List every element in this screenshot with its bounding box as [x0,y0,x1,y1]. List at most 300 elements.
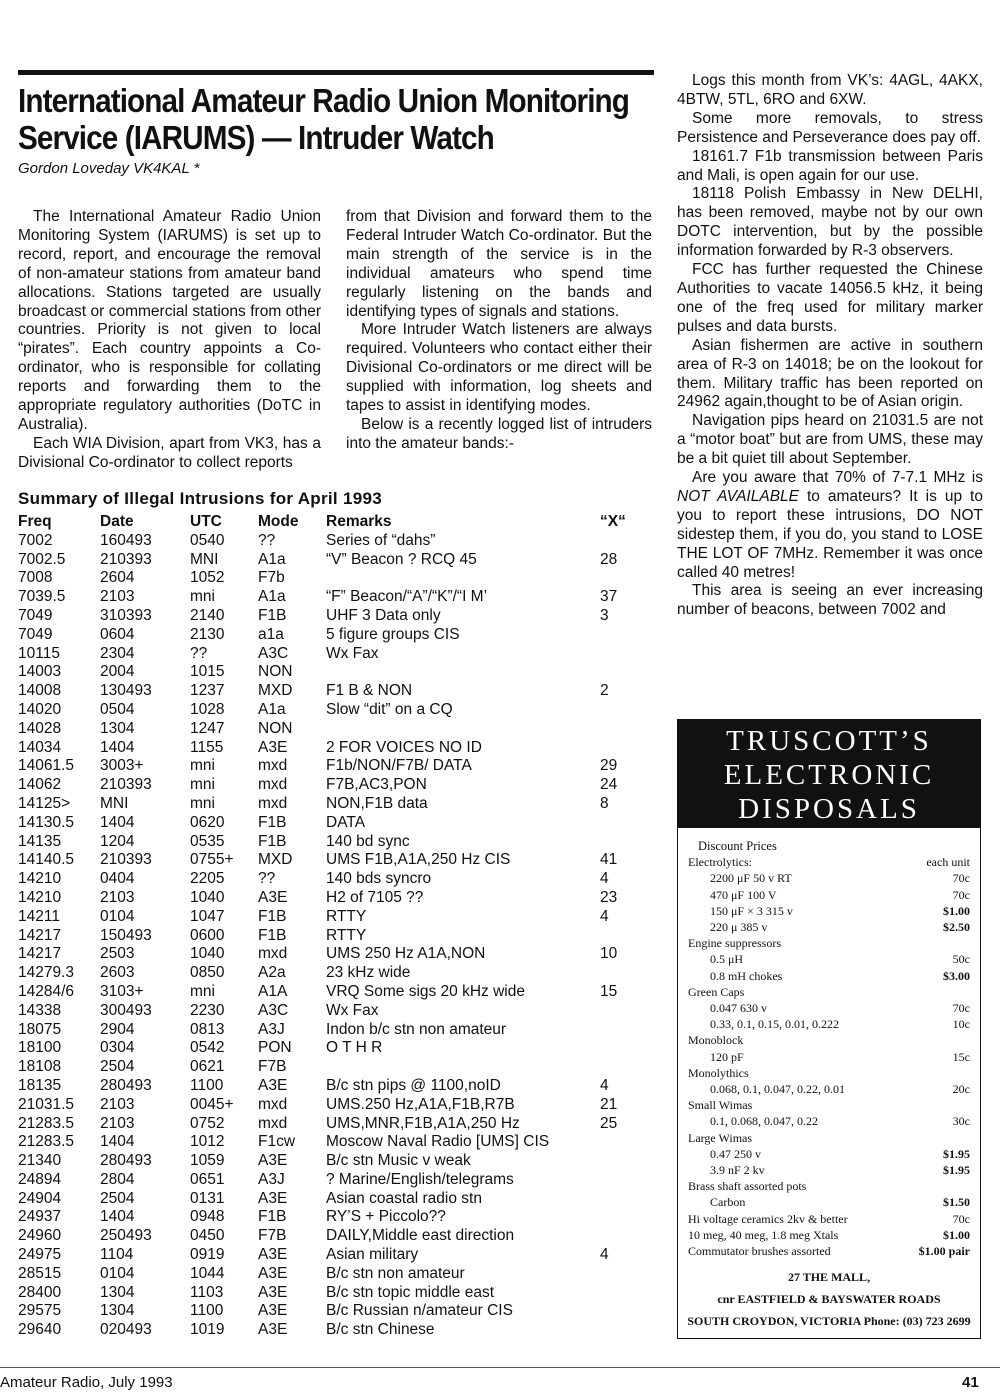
advert-item [688,1227,970,1243]
table-cell [600,1302,640,1321]
table-row [18,908,640,927]
table-cell: 1059 [190,1152,225,1170]
table-cell: 2103 [100,1114,135,1132]
table-cell: 2103 [100,888,135,906]
paragraph: 18161.7 F1b transmission between Paris and Mali, is open again for our use. [677,147,983,184]
table-row [18,776,640,795]
page-number: 41 [962,1374,979,1391]
address-line: 27 THE MALL, [787,1270,871,1284]
advert-item-label: Small Wimas [688,1098,753,1113]
table-cell: 7002.5 [18,550,66,568]
col-header-mode: Mode [258,513,299,530]
col-header-freq: Freq [18,513,52,530]
table-cell: B/c Russian n/amateur CIS [326,1302,513,1320]
table-cell: 280493 [100,1076,152,1094]
table-cell: 150493 [100,926,152,944]
table-cell: 0752 [190,1114,225,1132]
article-column-2 [346,208,652,454]
advert-item [688,1243,970,1259]
table-cell: 29575 [18,1302,62,1320]
table-cell: 1100 [190,1076,224,1094]
table-cell: 23 [600,888,618,906]
table-cell: 1103 [190,1283,224,1301]
advert-item-label: Monolythics [688,1065,749,1080]
table-cell: A2a [258,964,286,982]
table-cell: 24975 [18,1246,62,1264]
advert-item-label: 3.9 nF 2 kv [710,1163,765,1178]
table-cell: 2103 [100,588,135,606]
advert-header [678,720,980,828]
table-cell: 1044 [190,1264,225,1282]
table-cell: DATA [326,813,366,831]
table-cell [600,1021,640,1040]
table-cell: 160493 [100,531,152,549]
table-cell: 2140 [190,606,225,624]
table-cell: 1019 [190,1321,225,1339]
table-cell: 7039.5 [18,588,66,606]
table-row [18,1077,640,1096]
table-cell: 0813 [190,1020,225,1038]
paragraph: Below is a recently logged list of intruders into the amateur bands:- [346,415,652,452]
table-cell: 1404 [100,738,135,756]
table-cell [600,833,640,852]
table-cell: 0504 [100,700,135,718]
table-cell: mni [190,794,215,812]
table-cell: 37 [600,588,618,606]
table-cell: F7B [258,1227,287,1245]
table-row [18,1115,640,1134]
advert-item-price: 15c [952,1049,970,1064]
table-cell [326,663,600,682]
table-cell: F1B [258,907,287,925]
table-row [18,739,640,758]
paragraph: More Intruder Watch listeners are always required. Volunteers who contact either their Divisional Co-ordinators or me direct will be supplied with information, log sheets and tapes to assist in identifying modes. [346,321,652,415]
table-cell: 1237 [190,682,225,700]
table-cell [600,927,640,946]
table-cell: 210393 [100,776,152,794]
table-cell: B/c stn pips @ 1100,noID [326,1076,501,1094]
table-cell: 4 [600,907,609,925]
advert-item-price: $1.50 [943,1195,970,1210]
table-cell: 4 [600,870,609,888]
advert-item-label: Electrolytics: [688,855,752,870]
advert-item-price: 50c [952,952,970,967]
table-cell: 14217 [18,945,62,963]
table-cell: 14020 [18,700,62,718]
advert-item [688,1211,970,1227]
table-cell: 1047 [190,907,225,925]
table-cell: 1247 [190,719,225,737]
table-cell: 1100 [190,1302,224,1320]
table-cell: mxd [258,757,288,775]
table-cell: 14210 [18,888,62,906]
table-cell: 7002 [18,531,53,549]
table-row [18,927,640,946]
table-cell: 2230 [190,1001,225,1019]
advert-heading: Discount Prices [698,839,777,853]
table-cell [600,532,640,551]
table-cell: 14140.5 [18,851,75,869]
table-cell: 4 [600,1076,609,1094]
table-row [18,870,640,889]
text-run: Are you aware that 70% of 7-7.1 MHz is [692,469,983,487]
table-cell [600,964,640,983]
table-cell [600,1208,640,1227]
text-run: to amateurs? It is up to you to report these intrusions, DO NOT sidestep them, if you do, you stand to LOSE THE LOT OF 7MHz. Remember it was once called 40 metres! [677,487,983,581]
table-cell: F1B [258,813,287,831]
table-cell: a1a [258,625,284,643]
table-cell: 7049 [18,625,53,643]
table-cell: 21283.5 [18,1133,75,1151]
table-cell: 2 [600,682,609,700]
title-line-2: Service (IARUMS) — Intruder Watch [18,119,494,156]
table-cell: 14211 [18,907,60,925]
table-cell: 1204 [100,832,135,850]
table-cell: UMS.250 Hz,A1A,F1B,R7B [326,1095,515,1113]
table-cell: A1a [258,700,286,718]
table-cell: MXD [258,851,293,869]
advert-item-price: each unit [926,855,970,870]
table-cell: 10115 [18,644,60,662]
table-row [18,663,640,682]
table-cell [600,1284,640,1303]
table-cell: 1040 [190,888,225,906]
col-header-remarks: Remarks [326,513,392,530]
advert-item [688,1178,970,1194]
table-cell [600,701,640,720]
advert-item-label: 0.5 μH [710,952,744,967]
table-cell: 250493 [100,1227,152,1245]
table-cell [600,1265,640,1284]
table-cell: 0131 [190,1189,225,1207]
table-cell: B/c stn Music v weak [326,1152,471,1170]
advert-item [688,1000,970,1016]
table-cell: 1404 [100,813,135,831]
article-column-1 [18,208,321,473]
advert-item-label: 0.47 250 v [710,1146,761,1161]
table-cell: Moscow Naval Radio [UMS] CIS [326,1133,550,1151]
table-cell: 0304 [100,1039,135,1057]
advert-item [688,1162,970,1178]
table-cell: 14034 [18,738,62,756]
table-row [18,1152,640,1171]
advert-item-label: 470 μF 100 V [710,887,777,902]
table-cell: 1028 [190,700,225,718]
table-row [18,814,640,833]
table-cell: UMS,MNR,F1B,A1A,250 Hz [326,1114,520,1132]
address-line: SOUTH CROYDON, VICTORIA Phone: (03) 723 2699 [687,1314,971,1328]
table-row [18,701,640,720]
advert-item-label: 0.068, 0.1, 0.047, 0.22, 0.01 [710,1082,845,1097]
table-cell: 8 [600,794,609,812]
table-cell [326,569,600,588]
advert-item [688,1049,970,1065]
table-cell: RTTY [326,907,367,925]
table-cell: 020493 [100,1321,152,1339]
paragraph: Some more removals, to stress Persistence and Perseverance does pay off. [677,109,983,146]
table-cell: UHF 3 Data only [326,606,441,624]
table-cell: A3E [258,1189,288,1207]
table-cell: A3E [258,1264,288,1282]
advert-item-price: $1.00 [943,903,970,918]
table-cell: 0604 [100,625,135,643]
table-row [18,645,640,664]
table-cell [600,1039,640,1058]
table-cell: A3E [258,1283,288,1301]
table-cell: F1B [258,832,287,850]
table-cell [326,720,600,739]
table-cell: A3E [258,1302,288,1320]
advert-item [688,854,970,870]
table-cell: 0542 [190,1039,225,1057]
table-cell: 1052 [190,569,225,587]
table-row [18,945,640,964]
table-cell [600,1190,640,1209]
advert-item-label: Monoblock [688,1033,744,1048]
table-cell: 21283.5 [18,1114,75,1132]
table-cell: UMS 250 Hz A1A,NON [326,945,486,963]
table-cell: 24960 [18,1227,62,1245]
table-cell: 3003+ [100,757,144,775]
table-cell: 28515 [18,1264,62,1282]
table-cell [326,1058,600,1077]
table-cell: 29 [600,757,618,775]
table-cell: 2503 [100,945,135,963]
footer-publication: Amateur Radio, July 1993 [0,1374,173,1391]
advert-item-label: 150 μF × 3 315 v [710,903,793,918]
table-cell: 4 [600,1246,609,1264]
advert-item [688,1065,970,1081]
advert-item [688,1146,970,1162]
table-cell: mni [190,776,215,794]
table-cell: 0045+ [190,1095,234,1113]
table-cell: 10 [600,945,618,963]
table-cell: 300493 [100,1001,152,1019]
table-cell: 14284/6 [18,982,75,1000]
table-cell: DAILY,Middle east direction [326,1227,515,1245]
table-row [18,1246,640,1265]
table-header-row [18,513,640,532]
table-cell: O T H R [326,1039,383,1057]
advert-item-price: $1.95 [943,1163,970,1178]
table-cell: 0621 [190,1058,225,1076]
advert-item [688,1113,970,1129]
advert-item-label: Carbon [710,1195,746,1210]
table-cell: MNI [190,550,219,568]
table-cell: 14125> [18,794,71,812]
table-cell: 0535 [190,832,225,850]
paragraph: Logs this month from VK’s: 4AGL, 4AKX, 4BTW, 5TL, 6RO and 6XW. [677,72,983,108]
table-cell: F1b/NON/F7B/ DATA [326,757,472,775]
table-cell: MNI [100,794,129,812]
col-header-date: Date [100,513,134,530]
table-cell [600,814,640,833]
table-cell: A3E [258,738,288,756]
advert-item-price: 10c [952,1017,970,1032]
table-cell: F7b [258,569,285,587]
table-cell: 14210 [18,870,62,888]
table-cell: 1155 [190,738,224,756]
advert-item-label: 2200 μF 50 v RT [710,871,792,886]
table-cell: F1cw [258,1133,296,1151]
table-cell: 130493 [100,682,152,700]
advert-item-price: 70c [952,871,970,886]
table-cell: 310393 [100,606,152,624]
table-cell: mxd [258,776,288,794]
table-cell: 7049 [18,606,53,624]
advert-item [688,1130,970,1146]
table-row [18,1284,640,1303]
advert-item [688,1194,970,1210]
paragraph [677,469,983,582]
table-row [18,983,640,1002]
table-cell [600,1058,640,1077]
table-cell: mxd [258,1095,288,1113]
intrusions-table [18,513,640,1340]
paragraph: Each WIA Division, apart from VK3, has a Divisional Co-ordinator to collect reports [18,434,321,471]
table-cell: F7B,AC3,PON [326,776,427,794]
table-cell: ?? [258,531,276,549]
paragraph: This area is seeing an ever increasing number of beacons, between 7002 and [677,582,983,619]
table-cell: 2304 [100,644,135,662]
table-cell: A3E [258,1076,288,1094]
paragraph: The International Amateur Radio Union Monitoring System (IARUMS) is set up to record, report, and encourage the removal of non-amateur stations from amateur band allocations. Stations targeted are usually broadcast or commercial stations from other countries. Priority is not given to local “pirates”. Each country appoints a Co-ordinator, who is responsible for collating reports and forwarding them to the appropriate regulatory authorities (DoTC in Australia). [18,208,321,433]
table-cell: A3C [258,644,289,662]
table-cell [600,1002,640,1021]
footer-rule [0,1367,1000,1368]
table-cell: A1a [258,550,286,568]
table-cell: 0104 [100,907,135,925]
table-cell [600,1133,640,1152]
table-cell: 28 [600,550,618,568]
table-cell: RY’S + Piccolo?? [326,1208,446,1226]
table-row [18,588,640,607]
table-cell: “V” Beacon ? RCQ 45 [326,550,477,568]
table-cell: NON,F1B data [326,794,428,812]
advert-item-price: $3.00 [943,968,970,983]
advert-price-list [678,828,980,1259]
table-cell: 2804 [100,1170,135,1188]
advert-item-label: 220 μ 385 v [710,920,768,935]
paragraph: 18118 Polish Embassy in New DELHI, has been removed, maybe not by our own DOTC intervention, but by the possible information forwarded by R-3 observers. [677,185,983,260]
table-cell: 0755+ [190,851,234,869]
table-cell: VRQ Some sigs 20 kHz wide [326,982,525,1000]
table-cell: 5 figure groups CIS [326,625,460,643]
table-cell: 2004 [100,663,135,681]
advert-item-price: $1.00 pair [918,1244,970,1259]
table-row [18,833,640,852]
table-cell: 140 bd sync [326,832,410,850]
table-cell: 28400 [18,1283,62,1301]
advert-item-price: $2.50 [943,920,970,935]
table-row [18,569,640,588]
table-row [18,1021,640,1040]
table-cell: 2603 [100,964,135,982]
advert-item [688,951,970,967]
table-cell: B/c stn topic middle east [326,1283,494,1301]
table-cell: 14130.5 [18,813,75,831]
table-cell: 18100 [18,1039,62,1057]
table-cell: F1B [258,1208,287,1226]
table-cell [600,1321,640,1340]
table-cell: NON [258,719,293,737]
col-header-utc: UTC [190,513,222,530]
table-cell: 0850 [190,964,225,982]
table-cell: 14028 [18,719,62,737]
table-cell: H2 of 7105 ?? [326,888,424,906]
table-cell: 280493 [100,1152,152,1170]
advert-item [688,903,970,919]
table-cell: 0104 [100,1264,135,1282]
table-cell: 15 [600,982,618,1000]
table-cell: 18075 [18,1020,62,1038]
paragraph: Asian fishermen are active in southern area of R-3 on 14018; be on the lookout for them. Military traffic has been reported on 24962 again,thought to be of Asian origin. [677,336,983,411]
table-cell: 0404 [100,870,135,888]
table-cell: 1404 [100,1208,135,1226]
table-row [18,757,640,776]
table-cell: A1a [258,588,286,606]
table-cell: Indon b/c stn non amateur [326,1020,507,1038]
table-cell: 140 bds syncro [326,870,432,888]
advert-item [688,919,970,935]
table-cell: 2604 [100,569,135,587]
advert-item-price: 70c [952,1211,970,1226]
article-column-3 [677,72,983,620]
advert-item-price: 20c [952,1082,970,1097]
advert-item-label: Brass shaft assorted pots [688,1179,807,1194]
table-row [18,1208,640,1227]
article-title [18,82,630,156]
table-row [18,1058,640,1077]
table-cell: F1B [258,926,287,944]
table-row [18,1227,640,1246]
table-cell: 2904 [100,1020,135,1038]
table-row [18,1302,640,1321]
advert-item [688,870,970,886]
table-row [18,851,640,870]
table-cell: mxd [258,794,288,812]
advert-item-price: 70c [952,1001,970,1016]
table-cell: mxd [258,1114,288,1132]
summary-title: Summary of Illegal Intrusions for April 1993 [18,489,382,508]
advert-item-price: $1.00 [943,1227,970,1242]
table-row [18,1265,640,1284]
table-cell: 7008 [18,569,53,587]
table-cell: 1304 [100,719,135,737]
table-cell: 3 [600,606,609,624]
table-cell: 14217 [18,926,62,944]
advert-item [688,1081,970,1097]
table-cell: 0540 [190,531,225,549]
table-cell: A3E [258,1152,288,1170]
table-cell [600,1227,640,1246]
table-cell: 29640 [18,1321,62,1339]
table-row [18,532,640,551]
table-cell: 18135 [18,1076,62,1094]
table-cell: 0948 [190,1208,225,1226]
table-row [18,1321,640,1340]
table-cell: A3E [258,1246,288,1264]
table-cell: 2504 [100,1189,135,1207]
advert-item-price: $1.95 [943,1146,970,1161]
table-cell: 1012 [190,1133,225,1151]
paragraph: from that Division and forward them to the Federal Intruder Watch Co-ordinator. But the main strength of the service is in the individual amateurs who spend time regularly listening on the bands and identifying types of signals and stations. [346,208,652,320]
table-cell: Wx Fax [326,644,379,662]
advert-address [678,1266,980,1332]
table-cell: A3J [258,1020,285,1038]
byline: Gordon Loveday VK4KAL * [18,160,200,177]
table-cell: mxd [258,945,288,963]
